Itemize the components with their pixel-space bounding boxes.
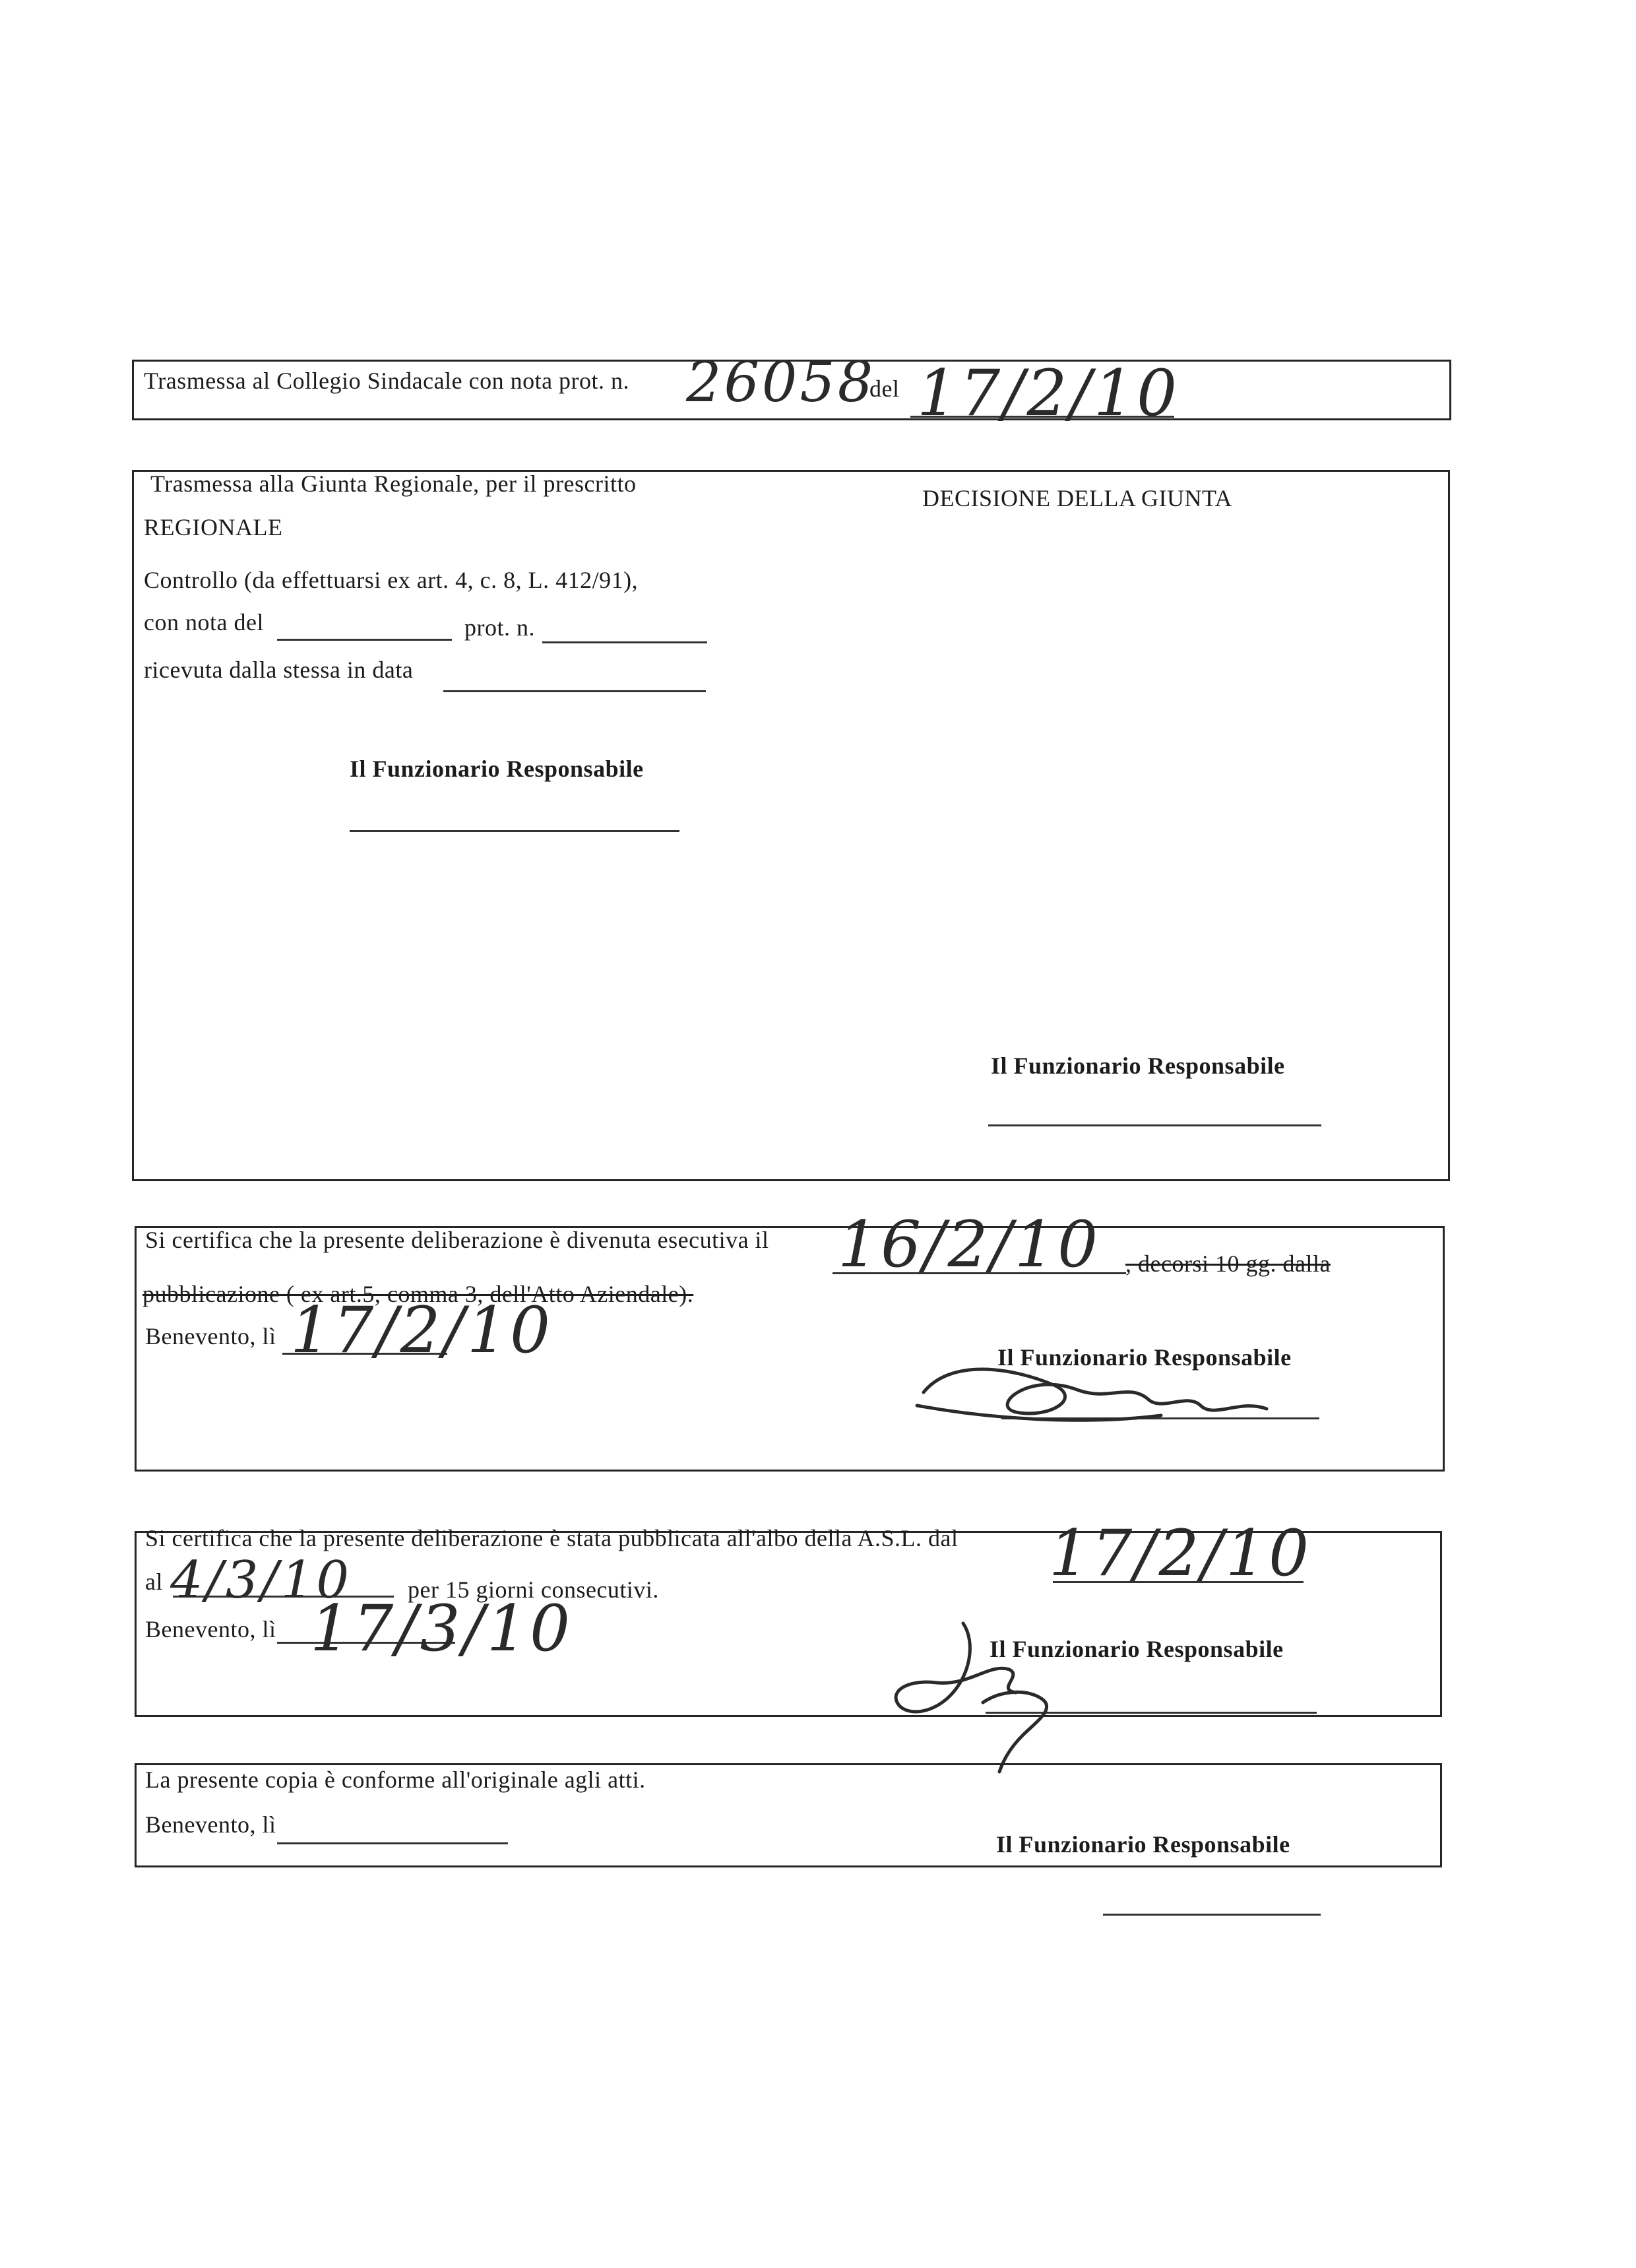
giunta-line-1: Trasmessa alla Giunta Regionale, per il prescritto bbox=[150, 470, 637, 497]
con-nota-del-label: con nota del bbox=[144, 609, 264, 635]
funzionario-responsabile-left: Il Funzionario Responsabile bbox=[350, 756, 644, 782]
handwritten-signature-4 bbox=[877, 1617, 1102, 1775]
handwritten-date-esecutiva: 16/2/10 bbox=[838, 1208, 1101, 1281]
prot-n-label: prot. n. bbox=[464, 614, 535, 641]
handwritten-date-al: 4/3/10 bbox=[170, 1551, 352, 1610]
handwritten-signature-3 bbox=[910, 1353, 1280, 1439]
quindici-giorni-text: per 15 giorni consecutivi. bbox=[408, 1576, 659, 1603]
benevento-li-5: Benevento, lì bbox=[145, 1811, 276, 1838]
handwritten-date-benevento-4: 17/3/10 bbox=[310, 1592, 573, 1666]
handwritten-date-collegio: 17/2/10 bbox=[917, 356, 1180, 430]
decisione-giunta-heading: DECISIONE DELLA GIUNTA bbox=[922, 485, 1233, 511]
funzionario-responsabile-5: Il Funzionario Responsabile bbox=[996, 1831, 1290, 1858]
signature-line-right bbox=[988, 1124, 1321, 1126]
giunta-line-3: Controllo (da effettuarsi ex art. 4, c. 8, L. 412/91), bbox=[144, 567, 639, 593]
signature-line-left bbox=[350, 830, 679, 832]
giunta-line-2: REGIONALE bbox=[144, 514, 283, 540]
funzionario-responsabile-right: Il Funzionario Responsabile bbox=[991, 1053, 1285, 1079]
handwritten-prot-number: 26058 bbox=[686, 350, 876, 414]
funzionario-responsabile-3: Il Funzionario Responsabile bbox=[997, 1344, 1292, 1371]
pubblicata-text: Si certifica che la presente deliberazione è stata pubblicata all'albo della A.S.L. dal bbox=[145, 1525, 959, 1551]
handwritten-date-dal: 17/2/10 bbox=[1049, 1516, 1312, 1590]
benevento-li-3: Benevento, lì bbox=[145, 1323, 276, 1349]
benevento-li-4: Benevento, lì bbox=[145, 1616, 276, 1642]
al-label: al bbox=[145, 1569, 163, 1595]
nota-del-blank bbox=[277, 639, 452, 641]
ricevuta-label: ricevuta dalla stessa in data bbox=[144, 657, 414, 683]
prot-n-blank bbox=[542, 641, 707, 643]
pubblicazione-text: pubblicazione ( ex art.5, comma 3, dell'Atto Aziendale). bbox=[142, 1281, 694, 1307]
del-label: del bbox=[869, 375, 900, 402]
esecutiva-text: Si certifica che la presente deliberazione è divenuta esecutiva il bbox=[145, 1227, 769, 1253]
handwritten-date-benevento-3: 17/2/10 bbox=[290, 1293, 553, 1367]
signature-line-5 bbox=[1103, 1914, 1321, 1916]
benevento-date-line-5 bbox=[277, 1842, 508, 1844]
decorsi-text: , decorsi 10 gg. dalla bbox=[1125, 1250, 1331, 1277]
conforme-text: La presente copia è conforme all'originale agli atti. bbox=[145, 1766, 646, 1793]
collegio-sindacale-text: Trasmessa al Collegio Sindacale con nota prot. n. bbox=[144, 368, 630, 394]
ricevuta-data-blank bbox=[443, 690, 706, 692]
funzionario-responsabile-4: Il Funzionario Responsabile bbox=[990, 1636, 1284, 1662]
